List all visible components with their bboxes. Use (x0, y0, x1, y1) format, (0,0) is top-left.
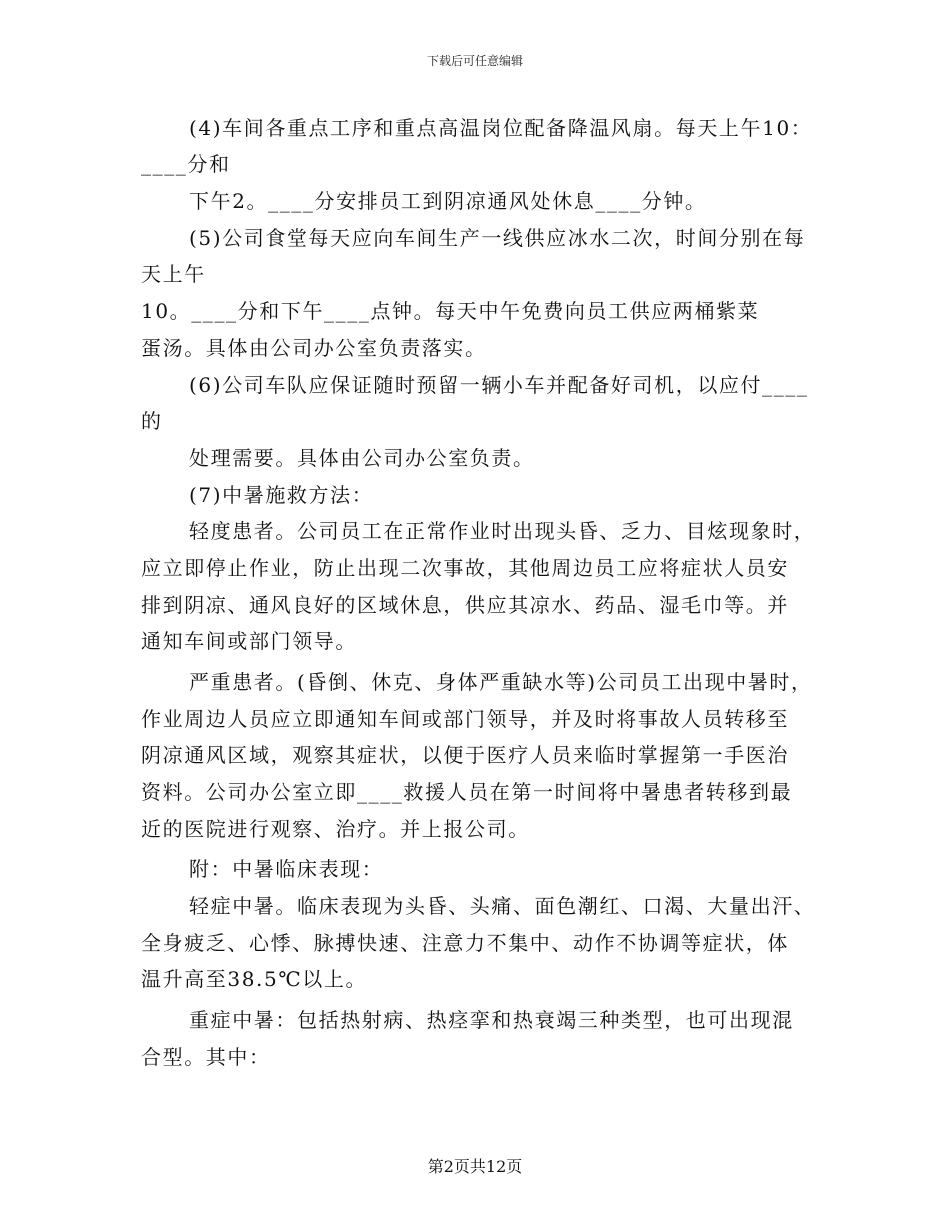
text-line: 轻度患者。公司员工在正常作业时出现头昏、乏力、目炫现象时， (189, 519, 816, 543)
text-line: (4)车间各重点工序和重点高温岗位配备降温风扇。每天上午10： (189, 116, 813, 140)
text-line: 温升高至38.5℃以上。 (141, 967, 368, 991)
text-line: 排到阴凉、通风良好的区域休息，供应其凉水、药品、湿毛巾等。并 (141, 593, 789, 617)
text-line: 作业周边人员应立即通知车间或部门领导，并及时将事故人员转移至 (141, 707, 789, 731)
text-line: 重症中暑：包括热射病、热痉挛和热衰竭三种类型，也可出现混 (189, 1008, 794, 1032)
text-line: 的 (141, 409, 163, 433)
text-line: 处理需要。具体由公司办公室负责。 (189, 446, 535, 470)
text-line: (7)中暑施救方法： (189, 483, 374, 507)
text-line: 资料。公司办公室立即____救援人员在第一时间将中暑患者转移到最 (141, 780, 793, 804)
text-line: ____分和 (141, 152, 231, 176)
text-line: (5)公司食堂每天应向车间生产一线供应冰水二次，时间分别在每 (189, 226, 806, 250)
page-number: 第2页共12页 (427, 1157, 523, 1176)
text-line: 下午2。____分安排员工到阴凉通风处休息____分钟。 (189, 189, 707, 213)
text-line: 严重患者。(昏倒、休克、身体严重缺水等)公司员工出现中暑时， (189, 670, 813, 694)
text-line: 合型。其中： (141, 1045, 271, 1069)
text-line: 10。____分和下午____点钟。每天中午免费向员工供应两桶紫菜 (141, 299, 760, 323)
page-header: 下载后可任意编辑 (426, 54, 523, 68)
text-line: 全身疲乏、心悸、脉搏快速、注意力不集中、动作不协调等症状，体 (141, 931, 789, 955)
text-line: 蛋汤。具体由公司办公室负责落实。 (141, 336, 487, 360)
text-line: (6)公司车队应保证随时预留一辆小车并配备好司机，以应付____ (189, 373, 809, 397)
text-line: 附：中暑临床表现： (189, 857, 384, 881)
text-line: 应立即停止作业，防止出现二次事故，其他周边员工应将症状人员安 (141, 556, 789, 580)
text-line: 阴凉通风区域，观察其症状，以便于医疗人员来临时掌握第一手医治 (141, 743, 789, 767)
text-line: 轻症中暑。临床表现为头昏、头痛、面色潮红、口渴、大量出汗、 (189, 894, 816, 918)
text-line: 天上午 (141, 262, 206, 286)
text-line: 通知车间或部门领导。 (141, 629, 357, 653)
text-line: 近的医院进行观察、治疗。并上报公司。 (141, 817, 530, 841)
